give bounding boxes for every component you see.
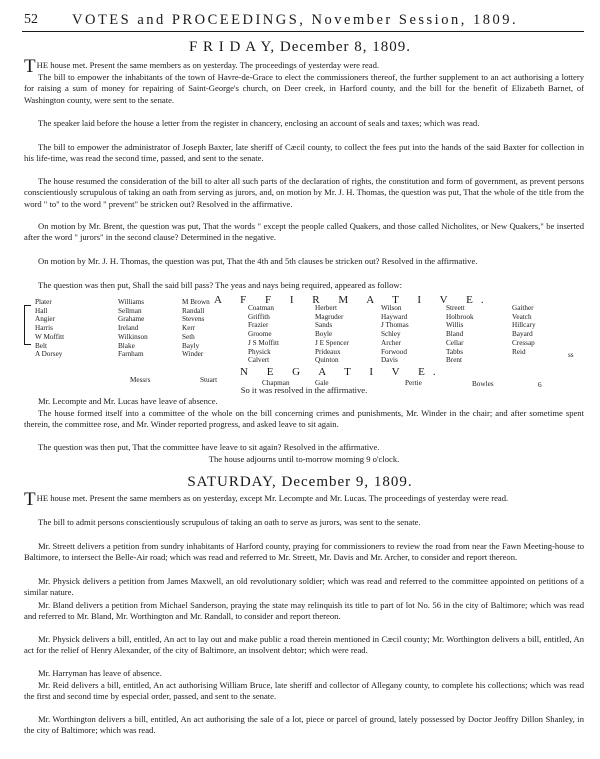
member-name: Boyle [315,330,333,339]
saturday-paragraph-2: The bill to admit persons conscientiously scrupulous of taking an oath to serve as jurors, was sent to the senate. [38,517,421,527]
member-name: Sellman [118,306,142,315]
friday-paragraph-3: The speaker laid before the house a letter from the register in chancery, enclosing an account of seals and taxes; which was read. [38,118,480,128]
member-name: Forwood [381,347,407,356]
member-name: Belt [35,341,47,350]
saturday-paragraph-6: Mr. Physick delivers a bill, entitled, An act to lay out and make public a road therein mentioned in Cæcil county; Mr. Worthington delivers a bill, entitled, An act for the relief of Henry Alexander, of the city of Baltimore, an insolvent debtor; which were read. [24,634,584,656]
member-name: Angier [35,315,55,324]
member-name: Farnham [118,350,144,359]
member-name: Wilson [381,304,402,312]
friday-paragraph-8: The question was then put, Shall the said bill pass? The yeas and nays being required, appeared as follow: [38,280,403,290]
member-name: J E Spencer [315,338,349,347]
member-name: Calvert [248,356,270,365]
member-name: Willis [446,321,464,330]
saturday-paragraph-5: Mr. Bland delivers a petition from Michael Sanderson, praying the state may relinquish its title to part of lot No. 56 in the city of Baltimore; which was read and referred to Mr. Bland, Mr. Worthington and Mr. Randall, to consider and report thereon. [24,600,584,622]
member-name: Prideaux [315,347,341,356]
member-name: Schley [381,330,401,339]
member-name: Griffith [248,312,270,321]
saturday-paragraph-7: Mr. Harryman has leave of absence. [38,668,162,678]
member-name: Hillcary [512,321,536,330]
member-name: W Moffitt [35,332,65,341]
affirmative-heading: A F F I R M A T I V E. [214,294,492,306]
affirmative-column-1 [35,298,64,359]
saturday-paragraph-4: Mr. Physick delivers a petition from James Maxwell, an old revolutionary soldier; which was read and referred to the committee appointed on petitions of a similar nature. [24,576,584,598]
saturday-paragraph-8: Mr. Reid delivers a bill, entitled, An act authorising William Bruce, late sheriff and collector of Allegany county, to complete his collections; which was read the first and second time by especial order, passed, and sent to the senate. [24,680,584,702]
saturday-dropcap: T [24,489,36,510]
member-name: Kerr [182,324,196,333]
member-name: Reid [512,347,526,356]
running-title: VOTES and PROCEEDINGS, November Session, 1809. [72,12,519,28]
member-name: Ireland [118,324,139,333]
member-name: Veatch [512,312,532,321]
bracket-mark: ss [568,351,574,359]
friday-leave-paragraph: Mr. Lecompte and Mr. Lucas have leave of absence. [38,396,218,406]
friday-question-paragraph: The question was then put, That the committee have leave to sit again? Resolved in the affirmative. [38,442,380,452]
member-name: Brent [446,356,462,365]
member-name: Herbert [315,304,337,312]
member-name: Quinton [315,356,339,365]
member-name: Archer [381,338,401,347]
affirmative-column-4 [248,304,279,365]
member-name: Winder [182,350,204,359]
member-name: Williams [118,298,145,306]
member-name: Wilkinson [118,332,148,341]
member-name: Tabbs [446,347,464,356]
saturday-paragraph-9: Mr. Worthington delivers a bill, entitled, An act authorising the sale of a lot, piece or parcel of ground, lately possessed by Doctor Jeoffry Dillon Shanley, in the city of Baltimore; which was read. [24,714,584,736]
member-name: J Thomas [381,321,409,330]
member-name: Cellar [446,338,464,347]
negative-member: Bowles [472,380,494,388]
saturday-date-heading: SATURDAY, December 9, 1809. [187,474,413,490]
member-name: Sands [315,321,333,330]
negative-heading: N E G A T I V E. [240,366,444,378]
member-name: Hall [35,306,48,315]
member-name: Groome [248,330,272,339]
member-name: Stevens [182,315,205,324]
friday-adjourn-paragraph: The house adjourns until to-morrow morning 9 o'clock. [208,454,400,464]
member-name: Blake [118,341,135,350]
friday-date-heading: F R I D A Y, December 8, 1809. [188,39,412,55]
member-name: Bland [446,330,464,339]
member-name: Gaither [512,304,534,312]
affirmative-column-7 [446,304,474,365]
members-bracket [24,305,31,345]
member-name: Randall [182,306,205,315]
member-name: Cressap [512,338,535,347]
friday-committee-paragraph: The house formed itself into a committee of the whole on the bill concerning crimes and punishments, Mr. Winder in the chair; and after sometime spent therein, the committee rose, and Mr. Winder reported progress, and asked leave to sit again. [24,408,584,430]
negative-member: Gale [315,379,329,387]
vote-resolution: So it was resolved in the affirmative. [240,385,368,395]
negative-member: Pertie [405,379,422,387]
page-header [24,10,584,32]
affirmative-column-5 [315,304,349,365]
member-name: Magruder [315,312,344,321]
negative-member: Stuart [200,376,218,384]
friday-paragraph-2: The bill to empower the inhabitants of the town of Havre-de-Grace to elect the commissioners thereof, the further supplement to an act authorising a lottery for raising a sum of money for repairing of Saint-George's church, on Deer creek, in Harford county, and the bill for the benefit of Elizabeth Barnet, of Washington county, were sent to the senate. [24,72,584,105]
member-name: Bayard [512,330,533,339]
member-name: Harris [35,324,53,333]
member-name: Hayward [381,312,408,321]
member-name: Davis [381,356,398,365]
member-name: Grahame [118,315,145,324]
negative-member: Messrs [130,376,151,384]
member-name: Physick [248,347,271,356]
affirmative-column-8 [512,304,536,356]
member-name: M Brown [182,298,210,306]
member-name: Frazier [248,321,269,330]
member-name: A Dorsey [35,350,63,359]
saturday-paragraph-3: Mr. Streett delivers a petition from sundry inhabitants of Harford county, praying for commissioners to review the road from near the Fawn Meeting-house to Baltimore, to intersect the Belle-Air road; which was read and referred to Mr. Streett, Mr. Davis and Mr. Archer, to consider and report thereon. [24,541,584,563]
friday-paragraph-5: The house resumed the consideration of the bill to alter all such parts of the declaration of rights, the constitution and form of government, as prevent persons conscientiously scrupulous of taking an oath from serving as jurors, and, on motion by Mr. J. H. Thomas, the question was put, That the whole of the title from the word " to" to the word " prevent" be stricken out? Resolved in the affirmative. [24,176,584,209]
member-name: Seth [182,332,195,341]
member-name: Plater [35,298,52,306]
member-name: J S Moffitt [248,338,280,347]
affirmative-column-6 [381,304,409,365]
saturday-paragraph-1: THE house met. Present the same members as on yesterday, except Mr. Lecompte and Mr. Lucas. The proceedings of yesterday were read. [24,489,509,510]
friday-paragraph-4: The bill to empower the administrator of Joseph Baxter, late sheriff of Cæcil county, to collect the fees put into the hands of the said Baxter for collection in his life-time, was read the second time, passed, and sent to the senate. [24,142,584,164]
affirmative-column-3 [182,298,210,359]
negative-member: Chapman [262,379,290,387]
affirmative-column-2 [118,298,148,359]
member-name: Holbrook [446,312,474,321]
friday-paragraph-7: On motion by Mr. J. H. Thomas, the question was put, That the 4th and 5th clauses be stricken out? Resolved in the affirmative. [38,256,478,266]
negative-mark: 6 [538,381,542,389]
friday-paragraph-1: THE house met. Present the same members as on yesterday. The proceedings of yesterday were read. [24,56,380,77]
member-name: Coatman [248,304,274,312]
member-name: Streett [446,304,465,312]
friday-paragraph-6: On motion by Mr. Brent, the question was put, That the words " except the people called Quakers, and those called Nicholites, or New Quakers," be inserted after the word " jurors" in the second clause? Determined in the negative. [24,221,584,243]
page-number: 52 [24,12,38,27]
member-name: Bayly [182,341,200,350]
friday-dropcap: T [24,56,36,77]
header-rule [22,31,584,32]
